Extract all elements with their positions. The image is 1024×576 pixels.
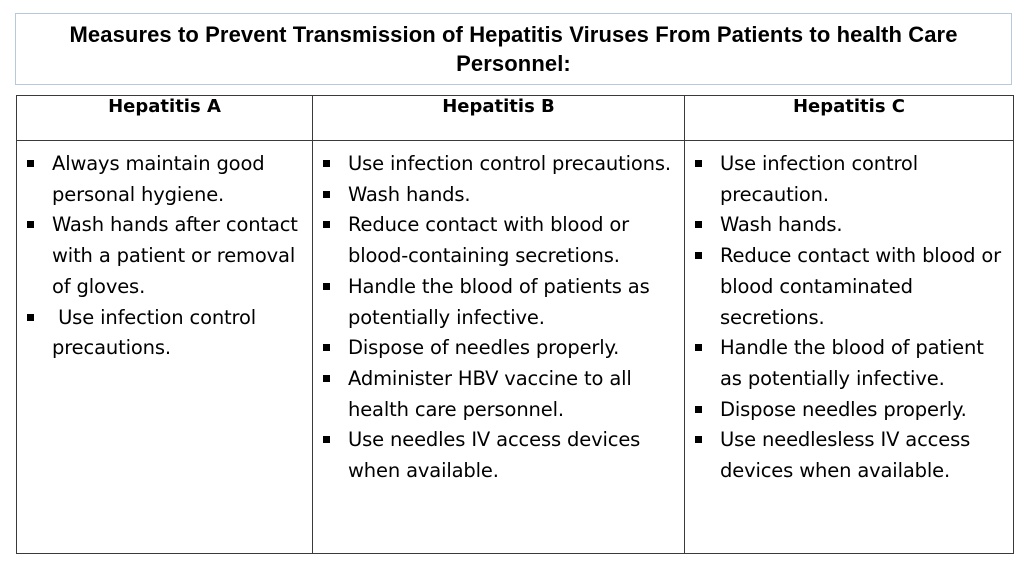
list-item xyxy=(319,149,678,180)
list-item xyxy=(319,272,678,333)
bullet-square-icon xyxy=(323,191,330,198)
bullet-square-icon xyxy=(323,221,330,228)
bullet-square-icon xyxy=(695,252,702,259)
list-item xyxy=(319,364,678,425)
bullet-square-icon xyxy=(27,221,34,228)
list-item xyxy=(691,149,1007,210)
list-item xyxy=(23,149,306,210)
list-item-text: Use infection control precaution. xyxy=(720,152,918,206)
list-item xyxy=(691,210,1007,241)
list-hepatitis-c xyxy=(685,141,1013,487)
list-item-text: Handle the blood of patients as potentially infective. xyxy=(348,274,650,329)
list-item-text: Use infection control precautions. xyxy=(52,305,263,360)
header-hepatitis-c: Hepatitis C xyxy=(685,96,1014,141)
bullet-square-icon xyxy=(695,436,702,443)
bullet-square-icon xyxy=(695,406,702,413)
content-row xyxy=(17,141,1014,554)
list-item-text: Handle the blood of patient as potentially infective. xyxy=(720,336,984,390)
bullet-square-icon xyxy=(323,375,330,382)
header-hepatitis-a: Hepatitis A xyxy=(17,96,313,141)
bullet-square-icon xyxy=(323,283,330,290)
cell-hepatitis-b xyxy=(313,141,685,554)
header-hepatitis-b: Hepatitis B xyxy=(313,96,685,141)
list-item xyxy=(691,241,1007,333)
bullet-square-icon xyxy=(27,160,34,167)
list-item-text: Use infection control precautions. xyxy=(348,152,671,175)
list-item-text: Wash hands. xyxy=(348,182,471,206)
header-row xyxy=(17,96,1014,141)
list-item-text: Wash hands after contact with a patient or removal of gloves. xyxy=(52,213,298,298)
list-item xyxy=(691,333,1007,394)
list-hepatitis-b xyxy=(313,141,684,487)
list-item xyxy=(691,395,1007,426)
list-item-text: Dispose needles properly. xyxy=(720,397,967,421)
list-item xyxy=(23,210,306,302)
list-item-text: Use needlesless IV access devices when available. xyxy=(720,428,971,483)
cell-hepatitis-c xyxy=(685,141,1014,554)
slide-title: Measures to Prevent Transmission of Hepatitis Viruses From Patients to health Care Personnel: xyxy=(69,22,958,76)
list-item xyxy=(319,210,678,271)
list-item xyxy=(691,425,1007,486)
bullet-square-icon xyxy=(323,436,330,443)
bullet-square-icon xyxy=(695,344,702,351)
cell-hepatitis-a xyxy=(17,141,313,554)
list-item xyxy=(319,333,678,364)
list-item-text: Reduce contact with blood or blood-containing secretions. xyxy=(348,213,630,268)
list-item-text: Reduce contact with blood or blood contaminated secretions. xyxy=(720,244,1002,329)
list-hepatitis-a xyxy=(17,141,312,364)
list-item-text: Always maintain good personal hygiene. xyxy=(52,152,265,206)
bullet-square-icon xyxy=(695,221,702,228)
title-box xyxy=(15,13,1012,85)
list-item xyxy=(319,180,678,211)
list-item xyxy=(319,425,678,486)
bullet-square-icon xyxy=(27,314,34,321)
list-item-text: Dispose of needles properly. xyxy=(348,336,620,360)
bullet-square-icon xyxy=(323,160,330,167)
list-item-text: Wash hands. xyxy=(720,213,843,237)
list-item-text: Administer HBV vaccine to all health care personnel. xyxy=(348,366,632,421)
list-item-text: Use needles IV access devices when available. xyxy=(348,428,641,483)
bullet-square-icon xyxy=(695,160,702,167)
list-item xyxy=(23,303,306,364)
bullet-square-icon xyxy=(323,344,330,351)
measures-table xyxy=(16,95,1014,554)
